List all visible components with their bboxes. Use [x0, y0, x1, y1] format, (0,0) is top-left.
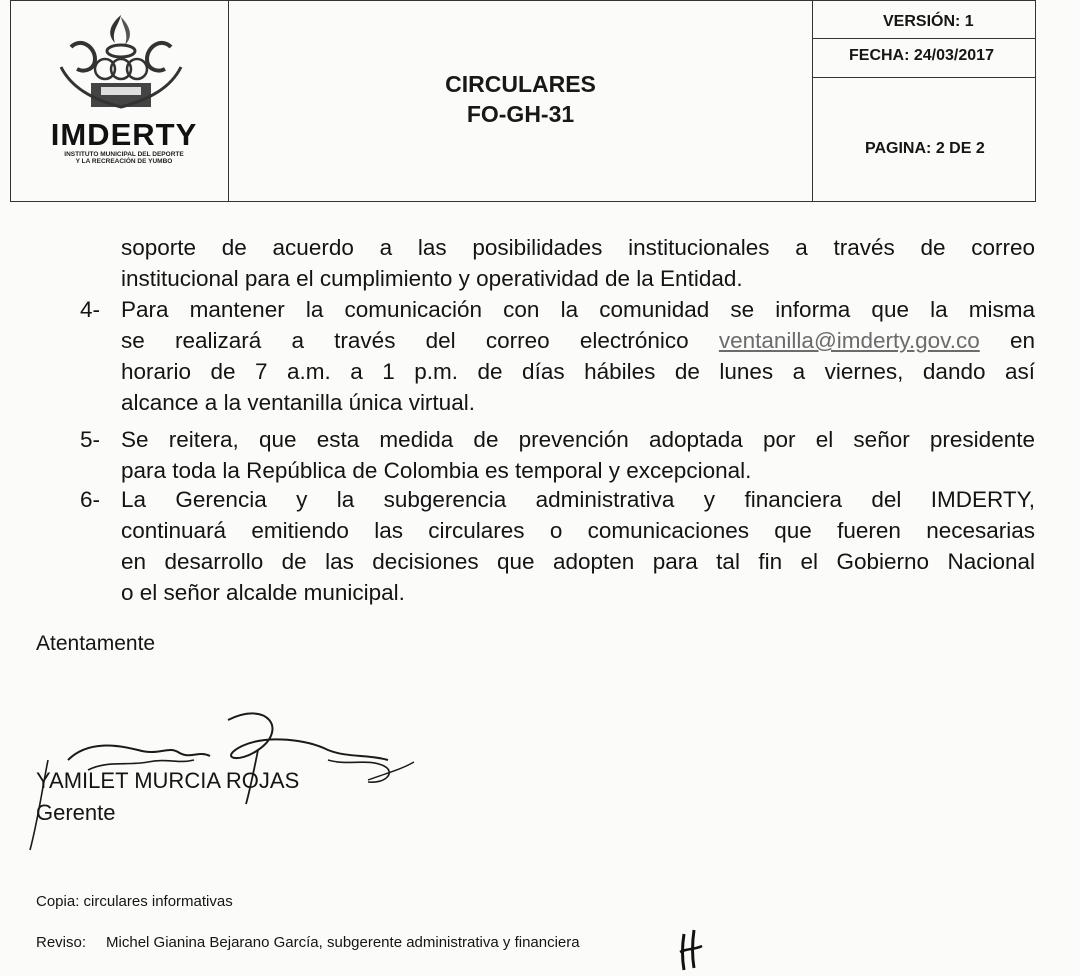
item-line: alcance a la ventanilla única virtual.: [121, 390, 475, 415]
item-line: horario de 7 a.m. a 1 p.m. de días hábiles de lunes a viernes, dando así: [121, 359, 1035, 384]
item-number: 4-: [80, 297, 101, 322]
date-label: FECHA: 24/03/2017: [849, 47, 994, 64]
item-line-text: se realizará a través del correo electrónico: [121, 328, 689, 353]
review-label: Reviso:: [36, 934, 87, 951]
version-label: VERSIÓN: 1: [813, 1, 1035, 39]
title-cell: [229, 1, 813, 201]
review-note: [36, 934, 580, 951]
copy-note: Copia: circulares informativas: [36, 893, 233, 910]
imderty-emblem-icon: [51, 7, 191, 117]
item-line: Se reitera, que esta medida de prevención adoptada por el señor presidente: [121, 427, 1035, 452]
logo-subtitle: [29, 151, 219, 165]
logo-wordmark: IMDERTY: [50, 117, 198, 152]
item-line: para toda la República de Colombia es temporal y excepcional.: [121, 458, 752, 483]
review-value: Michel Gianina Bejarano García, subgerente administrativa y financiera: [106, 934, 580, 951]
item-line: La Gerencia y la subgerencia administrativa y financiera del IMDERTY,: [121, 487, 1035, 512]
continuation-line: soporte de acuerdo a las posibilidades institucionales a través de correo: [121, 235, 1035, 260]
closing-salutation: Atentamente: [36, 632, 156, 655]
item-line-text: en: [1009, 328, 1035, 353]
item-number: 5-: [80, 427, 101, 452]
email-link[interactable]: ventanilla@imderty.gov.co: [718, 328, 980, 353]
item-line: Para mantener la comunicación con la comunidad se informa que la misma: [121, 297, 1035, 322]
handwritten-initial: [678, 928, 704, 972]
item-line: continuará emitiendo las circulares o comunicaciones que fueren necesarias: [121, 518, 1035, 543]
item-line: o el señor alcalde municipal.: [121, 580, 405, 605]
signer-name: YAMILET MURCIA ROJAS: [36, 768, 300, 793]
item-line: en desarrollo de las decisiones que adopten para tal fin el Gobierno Nacional: [121, 549, 1035, 574]
list-item-4: [121, 294, 1035, 418]
list-item-6: [121, 484, 1035, 608]
continuation-line: institucional para el cumplimiento y operatividad de la Entidad.: [121, 266, 743, 291]
logo-subtitle-line-2: Y LA RECREACIÓN DE YUMBO: [75, 158, 173, 165]
meta-cell: [813, 1, 1035, 201]
list-item-5: [121, 424, 1035, 486]
item-number: 6-: [80, 487, 101, 512]
logo-subtitle-line-1: INSTITUTO MUNICIPAL DEL DEPORTE: [64, 151, 184, 158]
logo-cell: [11, 1, 229, 201]
document-header: [10, 0, 1036, 202]
signer-role: Gerente: [36, 800, 116, 825]
continuation-paragraph: [121, 232, 1035, 294]
document-title: CIRCULARES: [445, 71, 596, 97]
page-label: PAGINA: 2 DE 2: [813, 77, 1035, 201]
document-code: FO-GH-31: [466, 101, 575, 127]
item-line-with-email: [121, 325, 1035, 356]
